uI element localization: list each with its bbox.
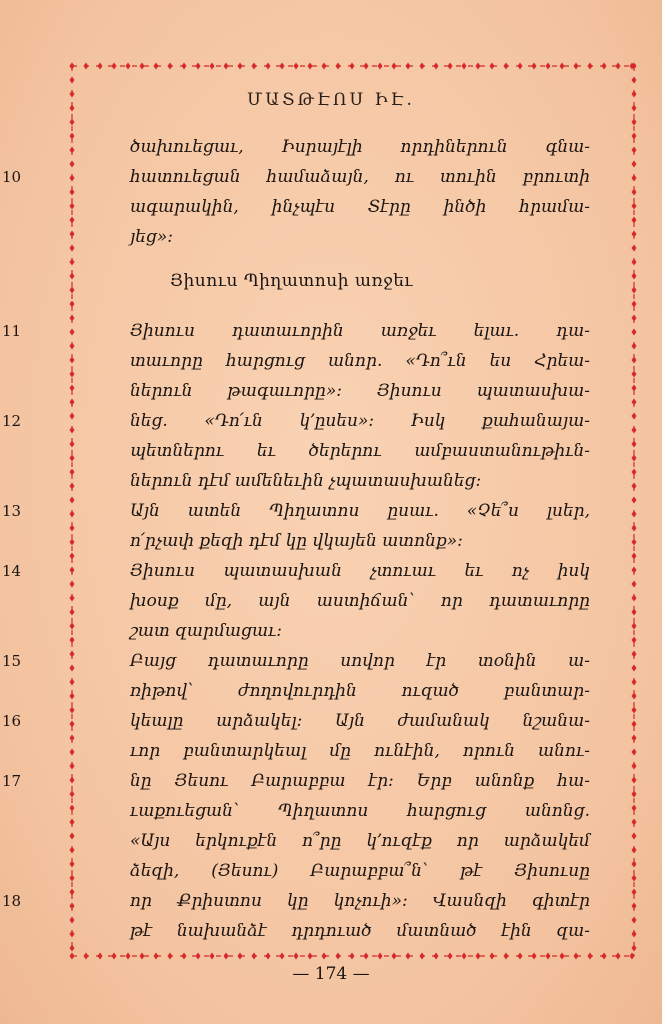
border-ornament [632,791,637,798]
text-line [130,376,590,406]
border-ornament [632,371,637,378]
border-ornament [632,875,637,882]
border-ornament [70,623,75,630]
line-text: նը Յեսու Բարաբբա էր: Երբ անոնք հա- [130,771,590,791]
text-line [2,162,590,192]
border-ornament [632,119,637,126]
border-ornament [632,259,637,266]
border-ornament [632,749,637,756]
line-text: կեալը արձակել: Այն ժամանակ նշանա- [130,711,590,731]
border-ornament [632,581,637,588]
border-ornament [632,469,637,476]
border-ornament [632,343,637,350]
border-ornament [632,819,637,826]
border-ornament [588,953,593,960]
border-ornament [98,953,103,960]
text-line [130,586,590,616]
text-line [130,436,590,466]
border-ornament [632,609,637,616]
border-ornament [632,413,637,420]
border-ornament [632,231,637,238]
border-ornament [632,217,637,224]
border-ornament [126,63,131,70]
border-ornament [420,63,425,70]
border-ornament [70,203,75,210]
border-ornament [182,63,187,70]
border-ornament [70,875,75,882]
border-ornament [378,63,383,70]
border-ornament [632,665,637,672]
border-ornament [266,63,271,70]
line-text: ներուն դէմ ամենեւին չպատասխանեց: [130,471,482,491]
border-ornament [308,953,313,960]
border-ornament [632,245,637,252]
border-ornament [632,553,637,560]
border-ornament [70,441,75,448]
border-ornament [70,805,75,812]
line-text: տաւորը հարցուց անոր. «Դո՞ւն ես Հրեա- [130,351,590,371]
border-ornament [504,63,509,70]
text-line [2,316,590,346]
border-ornament [574,63,579,70]
border-ornament [632,287,637,294]
border-ornament [140,953,145,960]
text-line [130,526,590,556]
border-ornament [70,217,75,224]
line-text: Յիսուս պատասխան չտուաւ եւ ոչ իսկ [130,561,590,581]
section-title: Յիսուս Պիղատոսի առջեւ [170,271,414,291]
line-text: որ Քրիստոս կը կոչուի»: Վասնզի գիտէր [130,891,590,911]
border-ornament [70,847,75,854]
border-ornament [632,833,637,840]
border-ornament [518,953,523,960]
border-ornament [406,953,411,960]
border-ornament [632,133,637,140]
border-ornament [632,385,637,392]
line-text: ներուն թագաւորը»: Յիսուս պատասխա- [130,381,590,401]
border-ornament [632,483,637,490]
border-ornament [632,847,637,854]
border-ornament [476,63,481,70]
border-ornament [560,953,565,960]
line-text: «Այս երկուքէն ո՞րը կ՚ուզէք որ արձակեմ [130,831,590,851]
border-ornament [632,511,637,518]
verse-number: 11 [2,322,22,340]
border-ornament [630,953,635,960]
text-line [130,466,590,496]
text-line [130,856,590,886]
border-ornament [632,441,637,448]
border-ornament [632,693,637,700]
text-line [2,646,590,676]
line-text: շատ զարմացաւ: [130,621,283,641]
border-ornament [70,119,75,126]
border-ornament [632,945,637,952]
line-text: Բայց դատաւորը սովոր էր տօնին ա- [130,651,590,671]
text-line [130,796,590,826]
border-ornament [112,63,117,70]
text-line [2,496,590,526]
border-ornament [70,273,75,280]
border-ornament [294,63,299,70]
border-ornament [70,609,75,616]
line-text: Այն ատեն Պիղատոս ըսաւ. «Չե՞ս լսեր, [130,501,590,521]
border-ornament [364,953,369,960]
page-number: — 174 — [292,964,370,984]
border-ornament [632,427,637,434]
border-ornament [632,931,637,938]
border-ornament [632,455,637,462]
border-ornament [70,357,75,364]
text-line [130,826,590,856]
line-text: նեց. «Դո՛ւն կ՚ըսես»: Իսկ քահանայա- [130,411,590,431]
verse-number: 17 [2,772,22,790]
border-ornament [632,903,637,910]
border-ornament [238,63,243,70]
border-ornament [252,63,257,70]
text-line [2,766,590,796]
border-ornament [70,539,75,546]
border-ornament [70,77,75,84]
line-text: ծախուեցաւ, Իսրայէլի որդիներուն գնա- [130,137,590,157]
border-ornament [632,147,637,154]
border-ornament [392,63,397,70]
border-ornament [70,63,75,70]
border-ornament [70,953,75,960]
border-ornament [462,953,467,960]
border-ornament [70,861,75,868]
border-ornament [448,953,453,960]
border-ornament [70,833,75,840]
border-ornament [308,63,313,70]
border-ornament [632,567,637,574]
border-ornament [632,679,637,686]
text-line [130,132,590,162]
border-ornament [126,953,131,960]
border-ornament [632,917,637,924]
border-ornament [392,953,397,960]
text-line [2,406,590,436]
border-ornament [168,953,173,960]
border-ornament [448,63,453,70]
border-ornament [616,953,621,960]
border-ornament [632,497,637,504]
border-ornament [70,931,75,938]
verse-number: 13 [2,502,22,520]
border-ornament [532,953,537,960]
text-line [130,192,590,222]
border-ornament [632,357,637,364]
border-ornament [504,953,509,960]
border-ornament [322,63,327,70]
text-line [2,556,590,586]
border-ornament [70,399,75,406]
border-ornament [70,147,75,154]
border-ornament [406,63,411,70]
border-ornament [632,861,637,868]
line-text: ո՛րչափ քեզի դէմ կը վկայեն ատոնք»: [130,531,463,551]
line-text: յեց»: [130,227,173,247]
border-ornament [70,287,75,294]
border-ornament [280,953,285,960]
border-ornament [182,953,187,960]
border-ornament [210,63,215,70]
text-line [2,886,590,916]
border-ornament [378,953,383,960]
border-ornament [70,245,75,252]
verse-number: 12 [2,412,22,430]
border-ornament [224,953,229,960]
border-ornament [98,63,103,70]
border-ornament [434,953,439,960]
border-ornament [616,63,621,70]
text-line [130,222,590,252]
border-ornament [632,301,637,308]
border-ornament [224,63,229,70]
border-ornament [70,259,75,266]
border-ornament [154,953,159,960]
border-ornament [632,805,637,812]
border-ornament [280,63,285,70]
line-text: ձեզի, (Յեսու) Բարաբբա՞ն՝ թէ Յիսուսը [130,861,590,881]
border-ornament [632,203,637,210]
verse-number: 14 [2,562,22,580]
border-ornament [322,953,327,960]
border-ornament [70,133,75,140]
border-ornament [546,63,551,70]
verse-number: 16 [2,712,22,730]
border-ornament [70,679,75,686]
border-ornament [84,63,89,70]
border-ornament [196,953,201,960]
border-ornament [336,63,341,70]
border-ornament [154,63,159,70]
border-ornament [588,63,593,70]
verse-number: 10 [2,168,22,186]
border-ornament [632,329,637,336]
border-ornament [490,953,495,960]
border-ornament [70,945,75,952]
line-text: Յիսուս դատաւորին առջեւ ելաւ. դա- [130,321,590,341]
border-ornament [546,953,551,960]
border-ornament [632,161,637,168]
border-ornament [560,63,565,70]
border-ornament [70,595,75,602]
border-ornament [70,385,75,392]
border-ornament [602,63,607,70]
border-ornament [632,651,637,658]
border-ornament [632,721,637,728]
border-ornament [140,63,145,70]
border-ornament [490,63,495,70]
line-text: թէ նախանձէ դրդուած մատնած էին զա- [130,921,590,941]
border-ornament [532,63,537,70]
border-ornament [252,953,257,960]
verse-number: 18 [2,892,22,910]
border-ornament [70,371,75,378]
border-ornament [632,175,637,182]
border-ornament [420,953,425,960]
line-text: ռիթով՝ ժողովուրդին ուզած բանտար- [130,681,590,701]
border-ornament [632,777,637,784]
border-ornament [602,953,607,960]
border-ornament [632,735,637,742]
border-ornament [294,953,299,960]
text-line [130,676,590,706]
border-ornament [632,315,637,322]
border-ornament [632,539,637,546]
border-ornament [434,63,439,70]
border-ornament [632,399,637,406]
border-ornament [350,63,355,70]
border-ornament [632,707,637,714]
text-line [130,916,590,946]
border-ornament [632,763,637,770]
border-ornament [266,953,271,960]
border-ornament [476,953,481,960]
border-ornament [364,63,369,70]
border-ornament [574,953,579,960]
line-text: ւոր բանտարկեալ մը ունէին, որուն անու- [130,741,590,761]
line-text: հատուեցան համաձայն, ու տուին բրուտի [130,167,590,187]
border-ornament [70,469,75,476]
border-ornament [632,77,637,84]
border-ornament [168,63,173,70]
text-line [130,736,590,766]
text-line [130,346,590,376]
line-text: պետներու եւ ծերերու ամբաստանութիւն- [130,441,590,461]
border-ornament [632,273,637,280]
text-line [130,616,590,646]
border-ornament [70,231,75,238]
border-ornament [70,917,75,924]
border-ornament [70,749,75,756]
line-text: խօսք մը, այն աստիճան՝ որ դատաւորը [130,591,590,611]
border-ornament [350,953,355,960]
border-ornament [84,953,89,960]
border-ornament [112,953,117,960]
border-ornament [518,63,523,70]
text-line [2,706,590,736]
verse-number: 15 [2,652,22,670]
border-ornament [462,63,467,70]
border-ornament [632,595,637,602]
line-text: ագարակին, ինչպէս Տէրը ինծի հրամա- [130,197,590,217]
border-ornament [632,623,637,630]
border-ornament [632,889,637,896]
border-ornament [336,953,341,960]
border-ornament [632,189,637,196]
border-ornament [632,637,637,644]
line-text: ւաքուեցան՝ Պիղատոս հարցուց անոնց. [130,801,590,821]
border-ornament [632,525,637,532]
border-ornament [210,953,215,960]
border-ornament [238,953,243,960]
border-ornament [196,63,201,70]
border-ornament [70,455,75,462]
border-ornament [70,819,75,826]
page-header: ՄԱՏԹԷՈՍ ԻԷ. [247,90,415,110]
border-ornament [70,301,75,308]
border-ornament [70,693,75,700]
border-ornament [70,483,75,490]
border-ornament [70,637,75,644]
